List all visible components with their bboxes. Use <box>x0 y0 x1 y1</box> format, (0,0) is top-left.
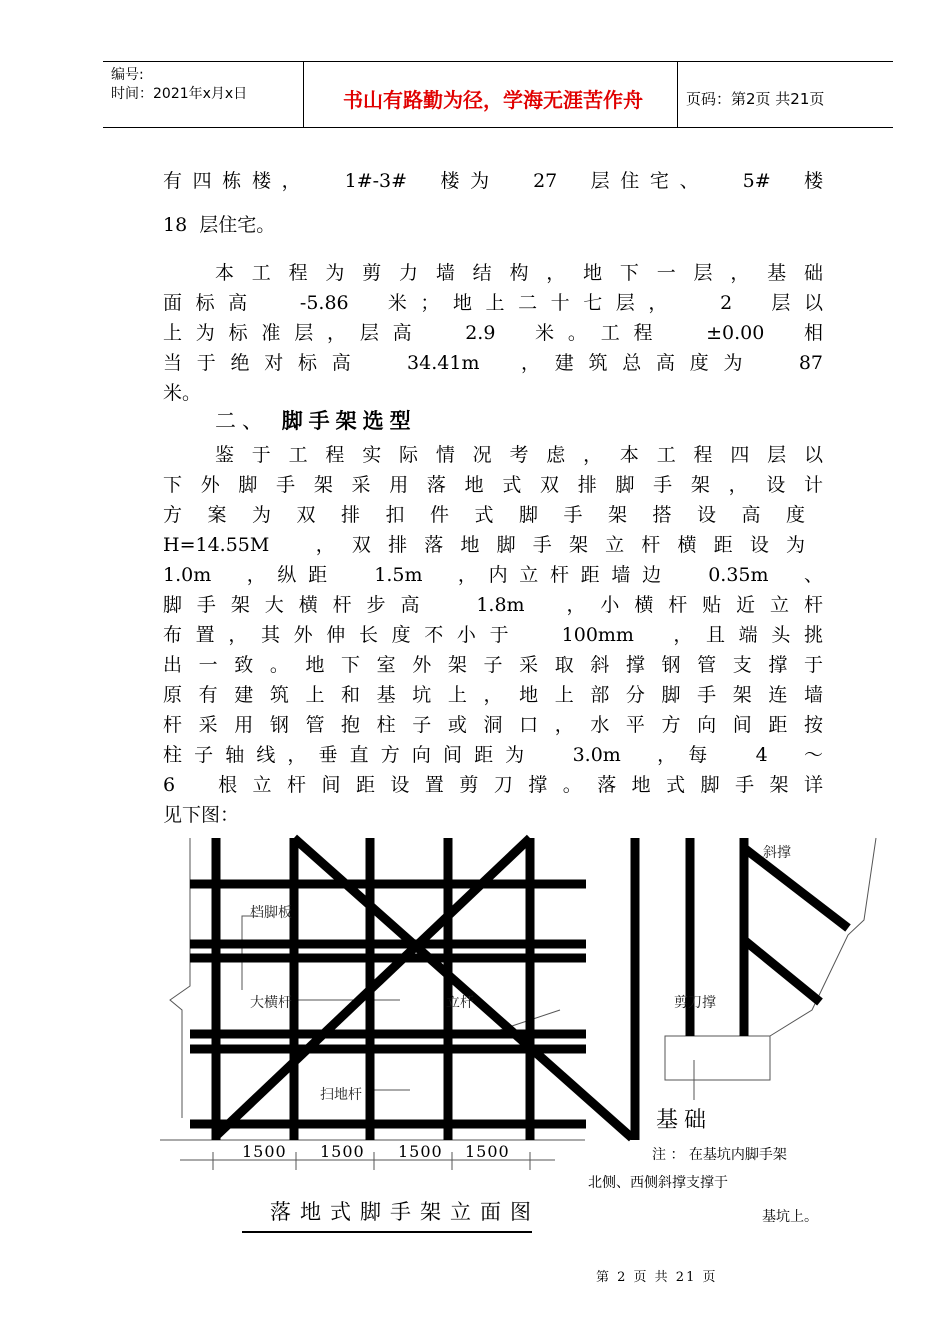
text-line: 当于绝对标高 34.41m ，建筑总高度为 87 <box>163 352 823 374</box>
text-line: 米。 <box>163 382 202 404</box>
dimension-label: 1500 <box>465 1142 510 1161</box>
ledger-label: 大横杆 <box>250 995 292 1011</box>
text-line: 鉴于工程实际情况考虑，本工程四层以 <box>215 444 823 466</box>
date-label: 时间：2021年x月x日 <box>111 86 248 102</box>
text-line: 出一致。地下室外架子采取斜撑钢管支撑于 <box>163 654 823 676</box>
text-line: 18 层住宅。 <box>163 214 276 236</box>
figure-note-line: 基坑上。 <box>762 1209 818 1225</box>
section-title: 脚手架选型 <box>281 409 417 433</box>
text-line: 杆采用钢管抱柱子或洞口，水平方向间距按 <box>163 714 823 736</box>
text-line: 1.0m ，纵距 1.5m ，内立杆距墙边 0.35m 、 <box>163 564 823 586</box>
scaffold-members <box>190 838 848 1140</box>
dimension-label: 1500 <box>398 1142 443 1161</box>
text-line: 方案为双排扣件式脚手架搭设高度 <box>163 504 805 526</box>
figure-note-line: 注 ： 在基坑内脚手架 <box>652 1147 787 1163</box>
page-label: 页码：第2页 共21页 <box>686 90 825 108</box>
diagonal-brace-label: 斜撑 <box>763 845 791 861</box>
text-line: 下外脚手架采用落地式双排脚手架，设计 <box>163 474 823 496</box>
text-line: 面标高 -5.86 米；地上二十七层， 2 层以 <box>163 292 823 314</box>
standard-label: 立杆 <box>446 995 474 1011</box>
text-line: 见下图： <box>163 804 240 826</box>
text-line: H=14.55M ，双排落地脚手架立杆横距设为 <box>163 534 805 556</box>
dimension-label: 1500 <box>320 1142 365 1161</box>
figure-caption: 落地式脚手架立面图 <box>270 1200 540 1224</box>
text-line: 有四栋楼， 1#-3# 楼为 27 层住宅、 5# 楼 <box>163 170 823 192</box>
figure-note-line: 北侧、西侧斜撑支撑于 <box>588 1175 728 1191</box>
dimension-label: 1500 <box>242 1142 287 1161</box>
text-line: 布置，其外伸长度不小于 100mm ，且端头挑 <box>163 624 823 646</box>
section-number: 二、 <box>215 409 269 433</box>
text-line: 6 根立杆间距设置剪刀撑。落地式脚手架详 <box>163 774 823 796</box>
text-line: 柱子轴线，垂直方向间距为 3.0m ，每 4 ～ <box>163 744 823 766</box>
text-line: 本工程为剪力墙结构，地下一层，基础 <box>215 262 823 284</box>
caption-underline <box>242 1231 532 1233</box>
scissor-brace-label: 剪刀撑 <box>674 995 716 1011</box>
text-line: 上为标准层，层高 2.9 米。工程 ±0.00 相 <box>163 322 823 344</box>
text-line: 脚手架大横杆步高 1.8m ，小横杆贴近立杆 <box>163 594 823 616</box>
toe-board-label: 档脚板 <box>250 905 292 921</box>
serial-label: 编号: <box>111 67 144 83</box>
foundation-label: 基础 <box>656 1108 713 1133</box>
text-line: 原有建筑上和基坑上，地上部分脚手架连墙 <box>163 684 823 706</box>
header-motto: 书山有路勤为径，学海无涯苦作舟 <box>343 88 643 112</box>
page-footer: 第 2 页 共 21 页 <box>596 1270 718 1285</box>
sweep-bar-label: 扫地杆 <box>320 1087 362 1103</box>
